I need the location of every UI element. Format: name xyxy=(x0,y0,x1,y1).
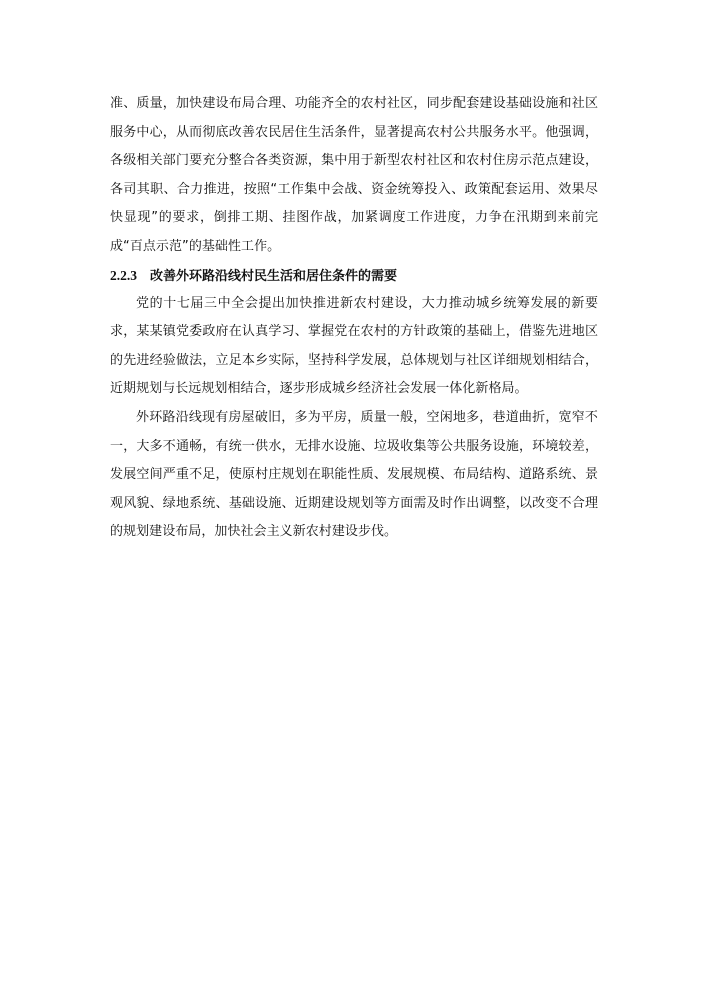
document-body xyxy=(110,90,598,547)
section-title: 改善外环路沿线村民生活和居住条件的需要 xyxy=(150,268,398,284)
section-number: 2.2.3 xyxy=(110,267,137,283)
paragraph-continuation: 准、质量，加快建设布局合理、功能齐全的农村社区，同步配套建设基础设施和社区服务中心，从而彻底改善农民居住生活条件，显著提高农村公共服务水平。他强调，各级相关部门要充分整合各类资源，集中用于新型农村社区和农村住房示范点建设，各司其职、合力推进，按照“工作集中会战、资金统筹投入、政策配套运用、效果尽快显现”的要求，倒排工期、挂图作战，加紧调度工作进度，力争在汛期到来前完成“百点示范”的基础性工作。 xyxy=(110,96,598,254)
paragraph-party-plenary: 党的十七届三中全会提出加快推进新农村建设，大力推动城乡统筹发展的新要求，某某镇党委政府在认真学习、掌握党在农村的方针政策的基础上，借鉴先进地区的先进经验做法，立足本乡实际，坚持科学发展，总体规划与社区详细规划相结合，近期规划与长远规划相结合，逐步形成城乡经济社会发展一体化新格局。 xyxy=(110,295,598,397)
section-heading xyxy=(110,262,598,290)
paragraph-ring-road-conditions: 外环路沿线现有房屋破旧，多为平房，质量一般，空闲地多，巷道曲折，宽窄不一，大多不通畅，有统一供水，无排水设施、垃圾收集等公共服务设施，环境较差，发展空间严重不足，使原村庄规划在职能性质、发展规模、布局结构、道路系统、景观风貌、绿地系统、基础设施、近期建设规划等方面需及时作出调整，以改变不合理的规划建设布局，加快社会主义新农村建设步伐。 xyxy=(110,409,598,540)
